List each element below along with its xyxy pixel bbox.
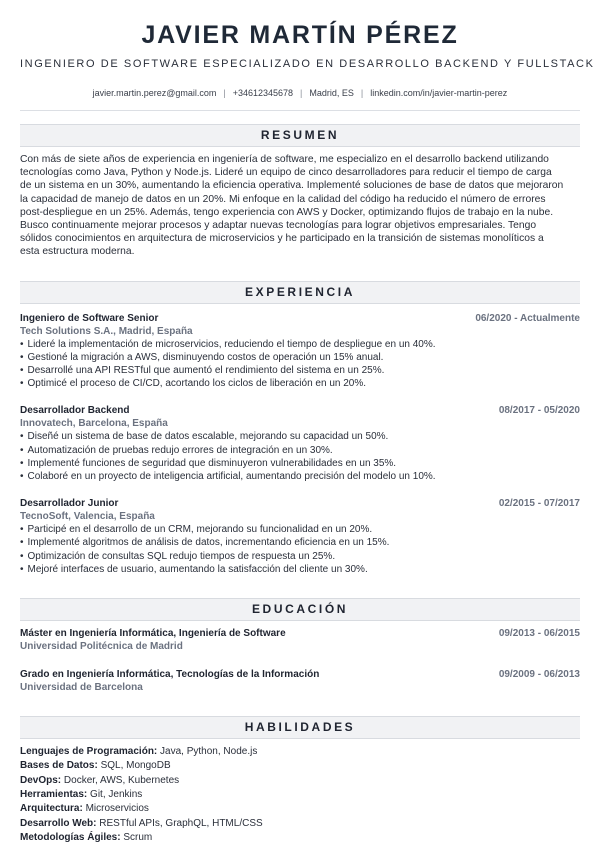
contact-separator: | <box>360 88 364 98</box>
job-title: Ingeniero de Software Senior <box>20 312 159 324</box>
skill-value: Java, Python, Node.js <box>160 746 258 758</box>
school-name: Universidad de Barcelona <box>20 682 143 694</box>
skill-value: SQL, MongoDB <box>100 760 171 772</box>
skill-value: Scrum <box>123 831 153 843</box>
education-entry <box>20 627 580 653</box>
bullet-item: • Optimicé el proceso de CI/CD, acortando los ciclos de liberación en un 20%. <box>20 377 580 390</box>
skills-list <box>20 745 580 845</box>
contact-separator: | <box>300 88 303 98</box>
job-bullets <box>20 523 580 576</box>
bullet-item: • Diseñé un sistema de base de datos escalable, mejorando su capacidad un 50%. <box>20 430 580 443</box>
job-bullets <box>20 338 580 391</box>
skill-value: Git, Jenkins <box>90 788 143 800</box>
summary-line: post-despliegue en un 25%. Además, tengo experiencia con AWS y Docker, optimizando flujos de trabajo en la nube. <box>20 206 554 218</box>
job-company: Tech Solutions S.A., Madrid, España <box>20 325 193 337</box>
bullet-item: • Colaboré en un proyecto de inteligencia artificial, aumentando precisión del modelo un 10%. <box>20 470 580 483</box>
phone-number[interactable]: +34612345678 <box>232 88 294 98</box>
summary-line: tecnologías como Java, Python y Node.js. Lideré un equipo de cinco desarrolladores para reducir el tiempo de carga <box>20 167 552 179</box>
skill-item <box>20 802 580 816</box>
summary-line: Busco continuamente mejorar procesos y adaptar nuevas tecnologías para lograr objetivos empresariales. Tengo <box>20 220 537 232</box>
job-date: 02/2015 - 07/2017 <box>498 498 580 510</box>
candidate-name: JAVIER MARTÍN PÉREZ <box>141 21 459 49</box>
skill-item <box>20 788 580 802</box>
section-header-summary: RESUMEN <box>20 124 580 147</box>
degree-title: Grado en Ingeniería Informática, Tecnologías de la Información <box>20 669 320 681</box>
job-entry <box>20 312 580 391</box>
skill-item <box>20 817 580 831</box>
bullet-item: • Automatización de pruebas redujo errores de integración en un 30%. <box>20 444 580 457</box>
skill-label: Bases de Datos: <box>20 760 98 772</box>
skill-label: Desarrollo Web: <box>20 817 97 829</box>
job-date: 08/2017 - 05/2020 <box>498 405 580 417</box>
bullet-item: • Lideré la implementación de microservicios, reduciendo el tiempo de despliegue en un 40%. <box>20 338 580 351</box>
summary-line: esta estructura moderna. <box>20 246 135 258</box>
bullet-item: • Implementé algoritmos de análisis de datos, incrementando eficiencia en un 15%. <box>20 536 580 549</box>
summary-line: de un sistema en un 30%, aumentando la eficiencia operativa. Implementé soluciones de base de datos que mejoraron <box>20 180 564 192</box>
summary-line: Con más de siete años de experiencia en ingeniería de software, me especializo en el desarrollo backend utilizando <box>20 154 549 165</box>
skill-value: RESTful APIs, GraphQL, HTML/CSS <box>99 817 263 829</box>
linkedin-link[interactable]: linkedin.com/in/javier-martin-perez <box>370 88 508 98</box>
location: Madrid, ES <box>309 88 354 98</box>
bullet-item: • Desarrollé una API RESTful que aumentó el rendimiento del sistema en un 25%. <box>20 364 580 377</box>
summary-line: la capacidad de manejo de datos en un 20%. Mi enfoque en la calidad del código ha reducido el número de errores <box>20 193 546 205</box>
bullet-item: • Participé en el desarrollo de un CRM, mejorando su funcionalidad en un 20%. <box>20 523 580 536</box>
section-header-education: EDUCACIÓN <box>20 598 580 621</box>
header-divider <box>20 110 580 111</box>
skill-value: Docker, AWS, Kubernetes <box>63 774 180 786</box>
job-bullets <box>20 430 580 483</box>
education-date: 09/2013 - 06/2015 <box>498 628 580 640</box>
skill-item <box>20 831 580 845</box>
school-name: Universidad Politécnica de Madrid <box>20 641 183 653</box>
job-company: TecnoSoft, Valencia, España <box>20 511 155 523</box>
job-entry <box>20 497 580 576</box>
bullet-item: • Gestioné la migración a AWS, disminuyendo costos de operación un 15% anual. <box>20 351 580 364</box>
skill-label: Metodologías Ágiles: <box>20 831 121 843</box>
education-date: 09/2009 - 06/2013 <box>498 669 580 681</box>
skill-label: Herramientas: <box>20 788 88 800</box>
skill-item <box>20 774 580 788</box>
job-date: 06/2020 - Actualmente <box>475 312 580 324</box>
section-header-skills: HABILIDADES <box>20 716 580 739</box>
summary-text <box>20 153 580 259</box>
skill-value: Microservicios <box>85 803 149 815</box>
job-entry <box>20 404 580 483</box>
job-title: Desarrollador Backend <box>20 405 130 417</box>
skill-label: DevOps: <box>20 774 62 786</box>
contact-bar <box>20 87 580 99</box>
candidate-headline: INGENIERO DE SOFTWARE ESPECIALIZADO EN DESARROLLO BACKEND Y FULLSTACK <box>20 58 595 70</box>
skill-label: Arquitectura: <box>20 803 83 815</box>
bullet-item: • Mejoré interfaces de usuario, aumentando la satisfacción del cliente un 30%. <box>20 563 580 576</box>
education-entry <box>20 668 580 694</box>
email-link[interactable]: javier.martin.perez@gmail.com <box>92 88 217 98</box>
section-header-experience: EXPERIENCIA <box>20 281 580 304</box>
summary-line: sólidos conocimientos en arquitectura de microservicios y he participado en la transición de sistemas monolíticos a <box>20 233 544 245</box>
skill-label: Lenguajes de Programación: <box>20 746 158 758</box>
job-title: Desarrollador Junior <box>20 498 119 510</box>
degree-title: Máster en Ingeniería Informática, Ingeniería de Software <box>20 628 286 640</box>
job-company: Innovatech, Barcelona, España <box>20 418 168 430</box>
contact-separator: | <box>223 88 226 98</box>
bullet-item: • Implementé funciones de seguridad que disminuyeron vulnerabilidades en un 35%. <box>20 457 580 470</box>
bullet-item: • Optimización de consultas SQL redujo tiempos de respuesta un 25%. <box>20 550 580 563</box>
skill-item <box>20 745 580 759</box>
skill-item <box>20 759 580 773</box>
